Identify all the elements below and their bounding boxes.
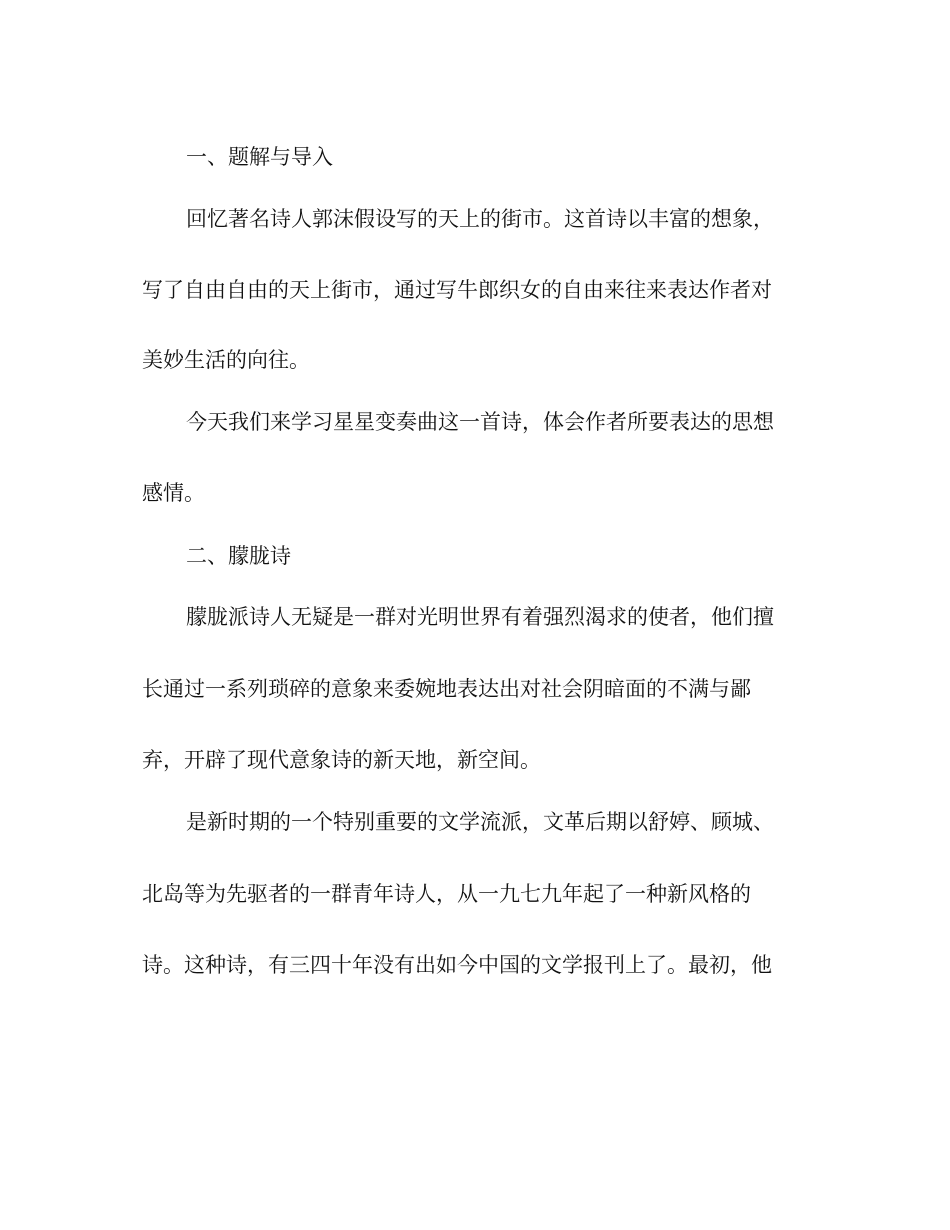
paragraph-line: 写了自由自由的天上街市，通过写牛郎织女的自由来往来表达作者对 <box>142 278 772 302</box>
paragraph-line: 弃，开辟了现代意象诗的新天地，新空间。 <box>142 748 541 772</box>
paragraph-line: 朦胧派诗人无疑是一群对光明世界有着强烈渴求的使者，他们擅 <box>186 605 774 629</box>
paragraph-line: 诗。这种诗，有三四十年没有出如今中国的文学报刊上了。最初，他 <box>142 953 772 977</box>
section-heading-2: 二、朦胧诗 <box>186 544 291 568</box>
section-heading-1: 一、题解与导入 <box>186 145 333 169</box>
paragraph-line: 北岛等为先驱者的一群青年诗人，从一九七九年起了一种新风格的 <box>142 882 751 906</box>
paragraph-line: 美妙生活的向往。 <box>142 348 310 372</box>
paragraph-line: 是新时期的一个特别重要的文学流派，文革后期以舒婷、顾城、 <box>186 810 774 834</box>
paragraph-line: 感情。 <box>142 481 205 505</box>
paragraph-line: 长通过一系列琐碎的意象来委婉地表达出对社会阴暗面的不满与鄙 <box>142 677 751 701</box>
paragraph-line: 今天我们来学习星星变奏曲这一首诗，体会作者所要表达的思想 <box>186 410 774 434</box>
paragraph-line: 回忆著名诗人郭沫假设写的天上的街市。这首诗以丰富的想象， <box>186 207 774 231</box>
